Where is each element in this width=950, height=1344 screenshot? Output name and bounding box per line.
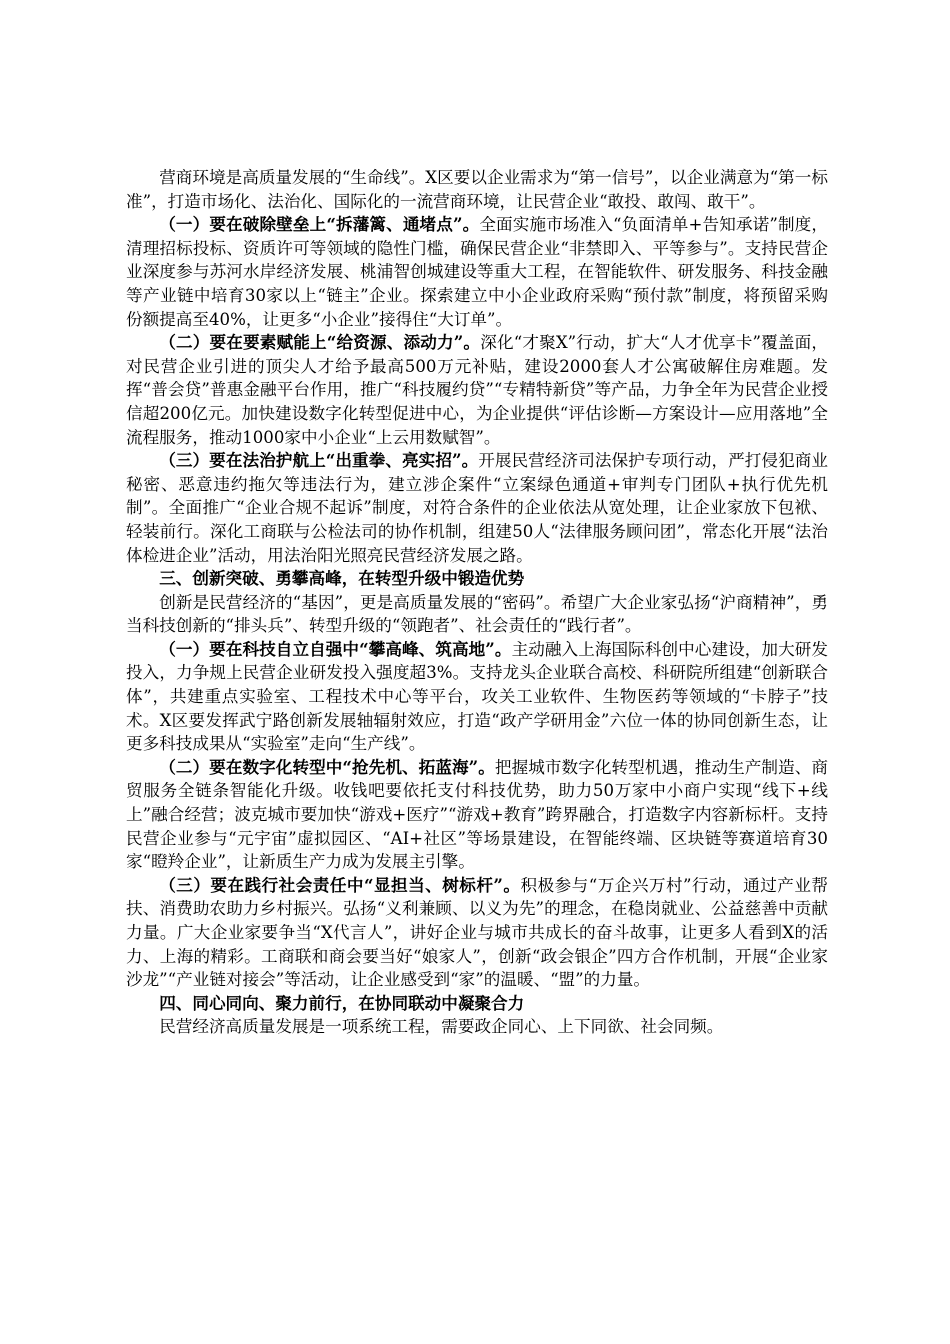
- paragraph-text: 民营经济高质量发展是一项系统工程，需要政企同心、上下同欲、社会同频。: [159, 1017, 724, 1037]
- paragraph-text: 把握城市数字化转型机遇，推动生产制造、商贸服务全链条智能化升级。收钱吧要依托支付科技优势，助力50万家中小商户实现“线下+线上”融合经营；波克城市要加快“游戏+医疗”“游戏+教育”跨界融合，打造数字内容新标杆。支持民营企业参与“元宇宙”虚拟园区、“AI+社区”等场景建设，在智能终端、区块链等赛道培育30家“瞪羚企业”，让新质生产力成为发展主引擎。: [126, 757, 828, 872]
- paragraph-text: 全面实施市场准入“负面清单+告知承诺”制度，清理招标投标、资质许可等领域的隐性门槛，确保民营企业“非禁即入、平等参与”。支持民营企业深度参与苏河水岸经济发展、桃浦智创城建设等重大工程，在智能软件、研发服务、科技金融等产业链中培育30家以上“链主”企业。探索建立中小企业政府采购“预付款”制度，将预留采购份额提高至40%，让更多“小企业”接得住“大订单”。: [126, 215, 828, 329]
- paragraph-lead: （二）要在要素赋能上“给资源、添动力”。: [159, 332, 481, 353]
- document-body: [126, 166, 828, 1039]
- section-heading-4: 四、同心同向、聚力前行，在协同联动中凝聚合力: [159, 992, 525, 1013]
- paragraph-text: 主动融入上海国际科创中心建设，加大研发投入，力争规上民营企业研发投入强度超3%。支持龙头企业联合高校、科研院所组建“创新联合体”，共建重点实验室、工程技术中心等平台，攻关工业软件、生物医药等领域的“卡脖子”技术。X区要发挥武宁路创新发展轴辐射效应，打造“政产学研用金”六位一体的协同创新生态，让更多科技成果从“实验室”走向“生产线”。: [126, 639, 828, 754]
- paragraph-lead: （三）要在法治护航上“出重拳、亮实招”。: [159, 450, 479, 471]
- paragraph-lead: （一）要在破除壁垒上“拆藩篱、通堵点”。: [159, 214, 480, 235]
- section-heading-3: 三、创新突破、勇攀高峰，在转型升级中锻造优势: [159, 568, 525, 589]
- paragraph-business-environment: [126, 166, 828, 213]
- paragraph-factor-empowerment: [126, 331, 828, 449]
- paragraph-text: 深化“才聚X”行动，扩大“人才优享卡”覆盖面，对民营企业引进的顶尖人才给予最高500万元补贴，建设2000套人才公寓破解住房难题。发挥“普会贷”普惠金融平台作用，推广“科技履约贷”“专精特新贷”等产品，力争全年为民营企业授信超200亿元。加快建设数字化转型促进中心，为企业提供“评估诊断—方案设计—应用落地”全流程服务，推动1000家中小企业“上云用数赋智”。: [126, 333, 828, 447]
- paragraph-text: 创新是民营经济的“基因”，更是高质量发展的“密码”。希望广大企业家弘扬“沪商精神”，勇当科技创新的“排头兵”、转型升级的“领跑者”、社会责任的“践行者”。: [126, 592, 828, 636]
- paragraph-social-responsibility: [126, 874, 828, 992]
- paragraph-remove-barriers: [126, 213, 828, 331]
- paragraph-system-engineering: [126, 1015, 828, 1039]
- paragraph-text: 积极参与“万企兴万村”行动，通过产业帮扶、消费助农助力乡村振兴。弘扬“义利兼顾、以义为先”的理念，在稳岗就业、公益慈善中贡献力量。广大企业家要争当“X代言人”，讲好企业与城市共成长的奋斗故事，让更多人看到X的活力、上海的精彩。工商联和商会要当好“娘家人”，创新“政会银企”四方合作机制，开展“企业家沙龙”“产业链对接会”等活动，让企业感受到“家”的温暖、“盟”的力量。: [126, 875, 828, 990]
- paragraph-digital-transformation: [126, 756, 828, 874]
- paragraph-lead: （二）要在数字化转型中“抢先机、拓蓝海”。: [159, 756, 495, 777]
- paragraph-innovation-intro: [126, 591, 828, 638]
- paragraph-tech-self-reliance: [126, 638, 828, 756]
- paragraph-text: 营商环境是高质量发展的“生命线”。X区要以企业需求为“第一信号”，以企业满意为“第一标准”，打造市场化、法治化、国际化的一流营商环境，让民营企业“敢投、敢闯、敢干”。: [126, 168, 828, 211]
- paragraph-lead: （一）要在科技自立自强中“攀高峰、筑高地”。: [159, 638, 512, 659]
- paragraph-lead: （三）要在践行社会责任中“显担当、树标杆”。: [159, 874, 521, 895]
- paragraph-text: 开展民营经济司法保护专项行动，严打侵犯商业秘密、恶意违约拖欠等违法行为，建立涉企案件“立案绿色通道+审判专门团队+执行优先机制”。全面推广“企业合规不起诉”制度，对符合条件的企业依法从宽处理，让企业家放下包袱、轻装前行。深化工商联与公检法司的协作机制，组建50人“法律服务顾问团”，常态化开展“法治体检进企业”活动，用法治阳光照亮民营经济发展之路。: [126, 451, 828, 565]
- paragraph-rule-of-law: [126, 449, 828, 567]
